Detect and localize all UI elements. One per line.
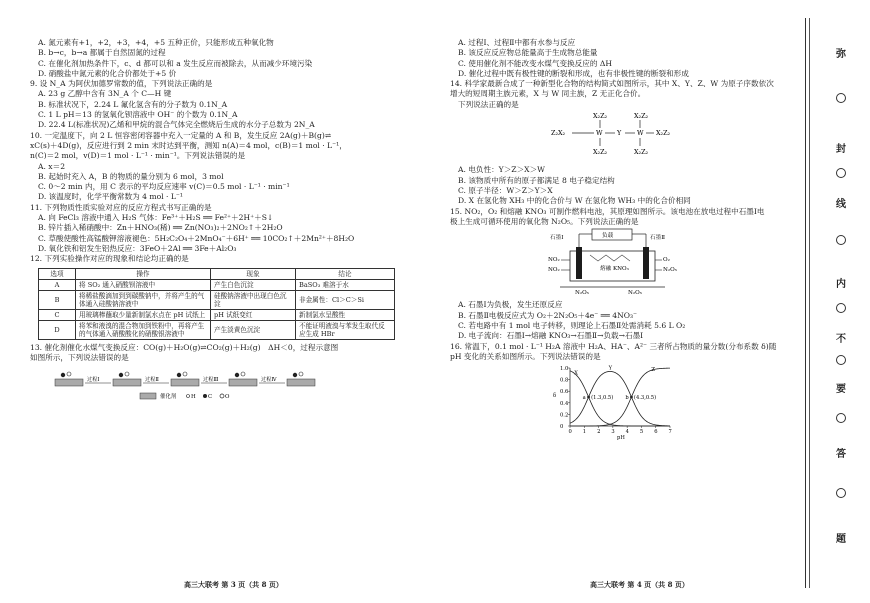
- seal-character: 线: [836, 199, 846, 210]
- seal-character: 要: [836, 384, 846, 395]
- structure-middle-atom: Y: [617, 129, 622, 138]
- table-cell: A: [39, 279, 76, 290]
- option-item: C. 若电路中有 1 mol 电子转移，则理论上石墨Ⅱ处需消耗 5.6 L O₂: [458, 321, 686, 331]
- question-11-options: [30, 213, 430, 254]
- seal-character: 弥: [836, 49, 846, 60]
- table-row: [39, 309, 395, 320]
- option-item: B. 标准状况下，2.24 L 氟化氢含有的分子数为 0.1N_A: [38, 99, 228, 109]
- y-tick-label: 1.0: [560, 366, 569, 373]
- table-header-cell: 结论: [296, 268, 395, 279]
- option-item: C. 在催化剂加热条件下，c、d 都可以和 a 发生反应而被除去，从而减少环境污染: [38, 58, 313, 68]
- table-cell: 不能证明液溴与苯发生取代反应生成 HBr: [296, 320, 395, 339]
- right-electrode: [643, 247, 649, 279]
- table-header-cell: 操作: [76, 268, 211, 279]
- oxygen-atom: [299, 372, 303, 376]
- option-item: D. X 在氢化物 XH₃ 中的化合价与 W 在氢化物 WH₃ 中的化合价相同: [458, 196, 691, 206]
- seal-character: 内: [836, 279, 846, 290]
- legend-h-swatch: [187, 395, 190, 398]
- x-tick-label: 3: [611, 429, 615, 436]
- legend-o-swatch: [220, 394, 224, 398]
- seal-circle: [836, 488, 846, 498]
- x-tick-label: 6: [654, 429, 658, 436]
- stem-line: 13. 催化剂催化水煤气变换反应：CO(g)＋H₂O(g)⇌CO₂(g)＋H₂(g) ΔH＜0，过程示意图: [30, 342, 339, 352]
- carbon-atom: [119, 373, 123, 377]
- table-cell: 非金属性：Cl＞C＞Si: [296, 290, 395, 309]
- table-cell: 用玻璃棒蘸取少量新制氯水点在 pH 试纸上: [76, 309, 211, 320]
- right-column: [450, 38, 795, 444]
- y-tick-label: 0.6: [560, 389, 569, 396]
- oxygen-atom: [183, 372, 187, 376]
- load-label: 负载: [602, 233, 614, 240]
- carbon-atom: [293, 373, 297, 377]
- seal-circle: [836, 235, 846, 245]
- table-cell: B: [39, 290, 76, 309]
- question-14-stem: [450, 79, 795, 100]
- option-item: B. b→c，b→a 都属于自然固氮的过程: [38, 48, 166, 58]
- bottom-right-label: N₂O₅: [628, 290, 642, 297]
- option-item: A. 电负性：Y＞Z＞X＞W: [458, 165, 545, 175]
- table-header-row: [39, 268, 395, 279]
- right-electrode-label: 石墨Ⅱ: [650, 235, 665, 242]
- seal-character: 题: [836, 534, 846, 545]
- structure-figure: [450, 110, 795, 162]
- option-item: A. 石墨Ⅰ为负极，发生还原反应: [458, 300, 563, 310]
- option-item: B. 起始时充入 A，B 的物质的量分别为 6 mol，3 mol: [38, 171, 224, 181]
- question-8-options: [30, 38, 430, 79]
- table-cell: D: [39, 320, 76, 339]
- question-10-options: [30, 162, 430, 203]
- series-label: X: [574, 370, 578, 377]
- question-14-options: [450, 165, 795, 206]
- option-item: C. 草酸使酸性高锰酸钾溶液褪色：5H₂C₂O₄＋2MnO₄⁻＋6H⁺ ══ 10CO₂↑＋2Mn²⁺＋8H₂O: [38, 233, 355, 243]
- series-label: Z: [651, 367, 656, 374]
- table-cell: 将稀盐酸滴加到到碳酸钠中，并将产生的气体通入硅酸钠溶液中: [76, 290, 211, 309]
- stem-line: n(C)＝2 mol，v(D)＝1 mol · L⁻¹ · min⁻¹。下列说法错误的是: [30, 151, 246, 161]
- option-item: C. 0～2 min 内，用 C 表示的平均反应速率 v(C)＝0.5 mol · L⁻¹ · min⁻¹: [38, 182, 290, 192]
- table-cell: BaSO₃ 难溶于水: [296, 279, 395, 290]
- question-11-stem: 11. 下列物质性质实验对应的反应方程式书写正确的是: [30, 202, 212, 212]
- table-cell: 将苯和液溴的混合物加到铁粉中，再将产生的气体通入硝酸酸化的硝酸银溶液中: [76, 320, 211, 339]
- option-item: B. 石墨Ⅱ电极反应式为 O₂＋2N₂O₅＋4e⁻ ══ 4NO₃⁻: [458, 310, 638, 320]
- structure-top-label-2: X₂Z₂: [634, 112, 649, 121]
- option-item: A. 向 FeCl₃ 溶液中通入 H₂S 气体：Fe³⁺＋H₂S ══ Fe²⁺＋2H⁺＋S↓: [38, 213, 274, 223]
- option-item: B. 锌片插入稀硝酸中：Zn＋HNO₃(稀) ══ Zn(NO₃)₂＋2NO₂↑＋2H₂O: [38, 223, 283, 233]
- stem-line: 14. 科学家最新合成了一种新型化合物的结构简式如图所示，其中 X、Y、Z、W 为原子序数依次: [450, 79, 774, 89]
- process-step-label: 过程Ⅲ: [203, 377, 219, 384]
- carbon-atom: [61, 373, 65, 377]
- option-item: D. 硝酸盐中氮元素的化合价都处于+5 价: [38, 68, 177, 78]
- x-tick-label: 4: [625, 429, 629, 436]
- y-tick-label: 0: [560, 424, 564, 431]
- option-item: B. 该物质中所有的原子都满足 8 电子稳定结构: [458, 175, 615, 185]
- structure-right-atom: W: [637, 129, 644, 138]
- carbon-atom: [177, 373, 181, 377]
- carbon-atom: [235, 373, 239, 377]
- stem-line: 如图所示，下列说法错误的是: [30, 352, 129, 362]
- option-item: B. 该反应反应物总能量高于生成物总能量: [458, 48, 598, 58]
- question-10-stem: [30, 131, 430, 162]
- annotation-point: [630, 396, 633, 399]
- stem-line: xC(s)＋4D(g)，反应进行到 2 min 末时达到平衡，测知 n(A)＝4 mol，c(B)＝1 mol · L⁻¹，: [30, 140, 347, 150]
- structure-center-atom: W: [596, 129, 603, 138]
- left-inlet-label: NO₂: [548, 257, 560, 264]
- right-inlet-label: O₂: [663, 257, 670, 264]
- option-item: D. 催化过程中既有极性键的断裂和形成，也有非极性键的断裂和形成: [458, 68, 689, 78]
- question-9-stem: 9. 设 N_A 为阿伏加德罗常数的值，下列说法正确的是: [30, 79, 213, 89]
- oxygen-atom: [241, 372, 245, 376]
- x-tick-label: 5: [639, 429, 644, 436]
- x-tick-label: 2: [597, 429, 601, 436]
- oxygen-atom: [125, 372, 129, 376]
- seal-character: 答: [836, 449, 846, 460]
- seal-circle: [836, 355, 846, 365]
- structure-bottom-label-2: X₂Z₂: [634, 148, 649, 157]
- x-axis-label: pH: [617, 435, 625, 441]
- option-item: D. 22.4 L(标准状况)乙烯和甲烷的混合气体完全燃烧后生成的水分子总数为 2N_A: [38, 120, 315, 130]
- table-header-cell: 选项: [39, 268, 76, 279]
- table-body: [39, 279, 395, 339]
- option-item: A. 23 g 乙醇中含有 3N_A 个 C—H 键: [38, 89, 172, 99]
- option-item: C. 原子半径：W＞Z＞Y＞X: [458, 185, 553, 195]
- table-header-cell: 现象: [211, 268, 296, 279]
- left-electrode: [576, 247, 582, 279]
- question-15-stem: [450, 207, 795, 228]
- y-tick-label: 0.8: [560, 377, 569, 384]
- option-item: C. 使用催化剂不能改变水煤气变换反应的 ΔH: [458, 58, 612, 68]
- option-item: D. 氧化铁和铝发生铝热反应：3FeO＋2Al ══ 3Fe＋Al₂O₃: [38, 243, 237, 253]
- structure-left-label: Z₂X₂: [551, 129, 566, 138]
- process-step-label: 过程Ⅰ: [87, 377, 100, 384]
- question-9-options: [30, 89, 430, 130]
- stem-line: 15. NO₂，O₂ 和熔融 KNO₃ 可制作燃料电池，其原理如图所示。该电池在放电过程中石墨Ⅰ电: [450, 206, 765, 216]
- bottom-left-label: N₂O₅: [575, 290, 589, 297]
- process-step-label: 过程Ⅱ: [145, 377, 159, 384]
- seal-circle: [836, 93, 846, 103]
- oxygen-atom: [67, 372, 71, 376]
- series-label: Y: [608, 365, 613, 372]
- option-item: D. 电子流向：石墨Ⅰ→熔融 KNO₃→石墨Ⅱ→负载→石墨Ⅰ: [458, 331, 644, 341]
- option-item: D. 该温度时，化学平衡常数为 4 mol · L⁻¹: [38, 192, 183, 202]
- left-electrode-label: 石墨Ⅰ: [550, 235, 564, 242]
- question-15-options: [450, 300, 795, 341]
- table-row: [39, 320, 395, 339]
- question-12-table: [38, 268, 395, 340]
- legend-c-swatch: [203, 394, 207, 398]
- seal-circle: [836, 303, 846, 313]
- x-tick-label: 7: [668, 429, 672, 436]
- right-outlet-label: N₂O₅: [663, 267, 677, 274]
- y-axis-label: δ: [553, 393, 557, 400]
- table-cell: 将 SO₂ 通入硝酸钡溶液中: [76, 279, 211, 290]
- left-outlet-label: NO₂: [548, 267, 560, 274]
- legend-label: C: [208, 394, 213, 401]
- stem-line: 极上生成可循环使用的氧化物 N₂O₅。下列说法正确的是: [450, 216, 639, 226]
- y-tick-label: 0.4: [560, 401, 569, 408]
- structure-bottom-label: X₂Z₂: [593, 148, 608, 157]
- table-cell: C: [39, 309, 76, 320]
- annotation-point: [587, 396, 590, 399]
- table-cell: 新制氯水呈酸性: [296, 309, 395, 320]
- left-column: [30, 38, 430, 410]
- page-footer-right: 高三大联考 第 4 页（共 8 页）: [590, 580, 689, 589]
- seal-border-line: [805, 18, 806, 588]
- question-14-tail: 下列说法正确的是: [458, 99, 519, 109]
- x-tick-label: 0: [568, 429, 572, 436]
- seal-character: 不: [836, 334, 846, 345]
- catalyst-block: [171, 379, 199, 386]
- structure-top-label: X₂Z₂: [593, 112, 608, 121]
- table-cell: 产生淡黄色沉淀: [211, 320, 296, 339]
- y-tick-label: 0.2: [560, 412, 569, 419]
- annotation-coordinate: (4.3,0.5): [633, 395, 657, 402]
- option-item: C. 1 L pH＝13 的氢氧化钡溶液中 OH⁻ 的个数为 0.1N_A: [38, 110, 238, 120]
- catalyst-block: [113, 379, 141, 386]
- distribution-chart: [450, 362, 795, 440]
- question-16-stem: [450, 342, 795, 363]
- fuel-cell-figure: [450, 227, 795, 297]
- annotation-letter: b: [625, 395, 629, 402]
- table-row: [39, 290, 395, 309]
- question-13-options: [450, 38, 795, 79]
- stem-line: 增大的短周期主族元素，X 与 W 同主族，Z 无正化合价。: [450, 89, 646, 99]
- process-step-label: 过程Ⅳ: [261, 377, 277, 384]
- annotation-coordinate: (1.3,0.5): [591, 395, 614, 402]
- seal-circle: [836, 168, 846, 178]
- table-row: [39, 279, 395, 290]
- option-item: A. 过程Ⅰ、过程Ⅱ中都有水参与反应: [458, 38, 576, 47]
- catalyst-block: [287, 379, 315, 386]
- table-cell: 产生白色沉淀: [211, 279, 296, 290]
- legend-label: 催化剂: [160, 394, 177, 401]
- option-item: A. x＝2: [38, 161, 66, 171]
- annotation-letter: a: [582, 395, 586, 402]
- electrolyte-label: 熔融 KNO₃: [600, 266, 629, 273]
- structure-right-label: X₂Z₂: [656, 129, 671, 138]
- table-cell: pH 试纸变红: [211, 309, 296, 320]
- question-12-stem: 12. 下列实验操作对应的现象和结论均正确的是: [30, 254, 189, 264]
- catalyst-block: [229, 379, 257, 386]
- seal-circle: [836, 413, 846, 423]
- option-item: A. 氮元素有+1，+2，+3，+4，+5 五种正价，只能形成五种氧化物: [38, 38, 274, 47]
- x-tick-label: 1: [582, 429, 587, 436]
- stem-line: 16. 常温下，0.1 mol · L⁻¹ H₂A 溶液中 H₂A、HA⁻、A²⁻ 三者所占物质的量分数(分布系数 δ)随: [450, 341, 777, 351]
- catalyst-block: [55, 379, 83, 386]
- seal-character: 封: [836, 144, 846, 155]
- page-footer-left: 高三大联考 第 3 页（共 8 页）: [184, 580, 283, 589]
- legend-catalyst-swatch: [140, 393, 156, 399]
- legend-label: H: [191, 394, 196, 401]
- table-cell: 硅酸钠溶液中出现白色沉淀: [211, 290, 296, 309]
- stem-line: pH 变化的关系如图所示。下列说法错误的是: [450, 351, 601, 361]
- membrane-zigzag: [590, 255, 630, 261]
- stem-line: 10. 一定温度下，向 2 L 恒容密闭容器中充入一定量的 A 和 B，发生反应 2A(g)＋B(g)⇌: [30, 130, 332, 140]
- catalysis-process-figure: [30, 365, 330, 405]
- question-13-stem: [30, 343, 430, 364]
- seal-border-line-inner: [809, 18, 810, 588]
- legend-label: O: [225, 394, 230, 401]
